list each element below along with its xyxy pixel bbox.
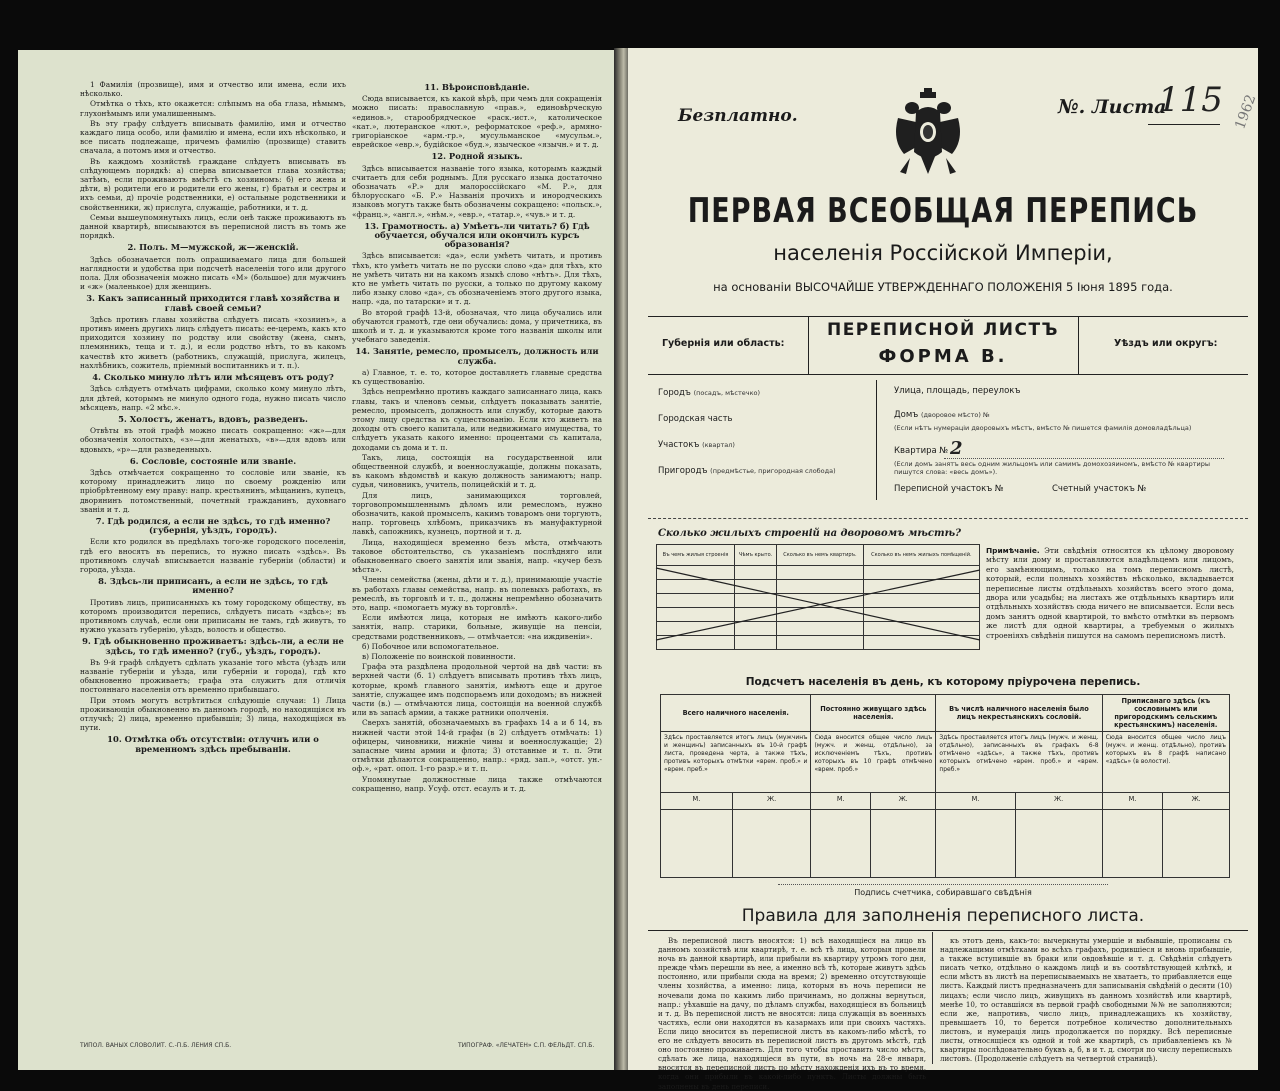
printer-imprint-right: ТИПОГРАФ. «ЛЕЧАТЕН» С.П. ФЕЛЬДТ. СП.Б. — [458, 1042, 595, 1049]
count-cell — [1102, 810, 1163, 878]
count-col-permanent: Постоянно живущаго здѣсь населенія. — [811, 695, 936, 732]
section-heading: 3. Какъ записанный приходится главѣ хозяйства и главѣ своей семьи? — [86, 293, 340, 313]
apartment-hint: (Если домъ занятъ весь одним жильцомъ или самимъ домохозяиномъ, вмѣсто № квартиры пишутся слова: «весь домъ»). — [894, 460, 1210, 476]
dwelling-col-apartments: Сколько въ немъ квартиръ. — [777, 545, 863, 566]
census-district-field: Переписной участокъ № — [894, 484, 1004, 494]
pencil-archive-mark: 1962 — [1232, 92, 1260, 132]
census-subtitle: населенія Россійской Имперіи, — [773, 241, 1113, 265]
count-cell — [811, 810, 871, 878]
dwelling-col-roof: Чѣмъ крыто. — [734, 545, 776, 566]
instruction-paragraph: Графа эта раздѣлена продольной чертой на двѣ части: въ верхней части (б. 1) слѣдуетъ вписывать противъ тѣхъ лицъ, которые, кромѣ главного занятія, имѣютъ еще и другое занятіе, служащее имъ подспорьемъ или доходомъ; въ нижней части (в.) — отмѣчаются лица, состоящія на военной службѣ или въ запасѣ армии, а также ратники ополченія. — [352, 662, 602, 718]
instruction-paragraph: Если кто родился въ предѣлахъ того-же городского поселенія, гдѣ его вносятъ въ перепись, то нужно писать «здѣсь». Въ противномъ случаѣ вписывается названіе губерніи (области) и города, уѣзда. — [80, 537, 346, 574]
male-header: М. — [811, 793, 871, 810]
house-hint: (Если нѣтъ нумераціи дворовыхъ мѣстъ, вмѣсто № пишется фамилія домовладѣльца) — [894, 424, 1192, 432]
form-letter: ФОРМА В. — [878, 346, 1008, 367]
form-title: ПЕРЕПИСНОЙ ЛИСТЪ — [826, 320, 1060, 340]
population-count-title: Подсчетъ населенія въ день, къ которому пріурочена перепись. — [745, 676, 1141, 688]
address-divider — [876, 380, 877, 500]
section-heading: 10. Отмѣтка объ отсутствіи: отлучнъ или о временномъ здѣсь пребываніи. — [107, 734, 319, 754]
section-heading: 2. Полъ. М—мужской, ж—женскій. — [127, 242, 299, 253]
section-heading: 13. Грамотность. а) Умѣетъ-ли читать? б) Гдѣ обучается, обучался или окончилъ курсъ образованія? — [364, 220, 590, 250]
count-col-present: Всего наличного населенія. — [661, 695, 811, 732]
count-desc-present: Здѣсь проставляется итогъ лицъ (мужчинъ и женщинъ) записанныхъ въ 10-й графѣ листа, проведена черта, а также тѣхъ, противъ которыхъ отмѣтки «врем. проб.» и «врем. преб.» — [661, 732, 811, 793]
male-header: М. — [661, 793, 733, 810]
uezd-label: Уѣздъ или округъ: — [1114, 338, 1218, 349]
apartment-field: Квартира № — [894, 446, 949, 456]
signature-line — [778, 884, 1108, 885]
header-top-rule — [648, 316, 1248, 317]
header-divider-right — [1078, 316, 1079, 374]
count-cell — [1163, 810, 1230, 878]
prigorod-field: Пригородъ (предмѣстье, пригородная слобода) — [658, 466, 836, 476]
count-col-non-peasant: Въ числѣ наличного населенія было лицъ некрестьянскихъ сословій. — [936, 695, 1102, 732]
section-heading: 9. Гдѣ обыкновенно проживаетъ: здѣсь-ли, а если не здѣсь, то гдѣ именно? (губ., уѣздъ, городъ). — [82, 636, 344, 656]
instruction-paragraph: Семьи вышеупомянутыхъ лицъ, если онѣ также проживаютъ въ данной квартирѣ, вписываются въ переписной листъ въ томъ же порядкѣ. — [80, 212, 346, 241]
section-heading: 5. Холостъ, женатъ, вдовъ, разведенъ. — [118, 413, 308, 424]
instruction-paragraph: Въ каждомъ хозяйствѣ граждане слѣдуетъ вписывать въ слѣдующемъ порядкѣ: а) сперва вписывается глава хозяйства; затѣмъ, если проживаютъ вмѣстѣ съ хозяиномъ: б) его жена и дѣти, в) родители его и родители его жены, г) братья и сестры и ихъ семьи, д) прочіе родственники, е) остальные родственники и свойственники, ж) прислуга, служащіе, работники, и т. д. — [80, 156, 346, 212]
dwelling-question: Сколько жилыхъ строеній на дворовомъ мѣстѣ? — [658, 528, 961, 539]
rules-column-1: Въ переписной листъ вносятся: 1) всѣ находящіеся на лицо въ данномъ хозяйствѣ или квартирѣ, т. е. всѣ тѣ лица, которыя провели ночь въ данной квартирѣ, или прибыли въ квартиру утромъ того дня, прежде чѣмъ перешли въ нее, а именно всѣ тѣ, которые живутъ здѣсь постоянно, или прибыли сюда на время; 2) временно отсутствующіе члены хозяйства, а именно: лица, которыя въ ночь переписи не ночевали дома по какимъ либо причинамъ, но должны вернуться, напр.: уѣхавшіе на дачу, по дѣламъ службы, находящіеся въ больницѣ и т. д. Въ переписной листъ не вносятся: лица служащія въ военныхъ частяхъ, если они находятся въ казармахъ или при своихъ частяхъ. Если лицо вносится въ переписной листъ въ какомъ-либо мѣстѣ, то его не слѣдуетъ вносить въ переписной листъ въ другомъ мѣстѣ, гдѣ оно постоянно проживаетъ. Для того чтобы проставить число мѣстъ, сдѣлать же лица, находящіеся въ пути, въ ночь на 28-е января, вносятся въ переписной листъ по мѣсту нахожденія ихъ въ то время, когда они прибыли въ какой-либо пунктъ. Листы должны быть заполнены въ день переписи. — [658, 936, 926, 1091]
count-desc-registered: Сюда вносится общее число лицъ (мужч. и женщ. отдѣльно), противъ которыхъ въ 8 графѣ написано «здѣсь» (в волости). — [1102, 732, 1229, 793]
gorod-field: Городъ (посадъ, мѣстечко) — [658, 388, 761, 398]
counting-district-field: Счетный участокъ № — [1052, 484, 1147, 494]
instruction-paragraph: Лица, находящіеся временно безъ мѣста, отмѣчаютъ таковое обстоятельство, съ указаніемъ послѣдняго или обыкновеннаго своего занятія или званія, напр. «кучер безъ мѣста». — [352, 537, 602, 575]
female-header: Ж. — [871, 793, 936, 810]
dwelling-note: Примѣчаніе. Эти свѣдѣнія относятся къ цѣлому дворовому мѣсту или дому и проставляются владѣльцемъ или лицомъ, его замѣняющимъ, только на томъ переписномъ листѣ, который, если полныхъ хозяйствъ нѣсколько, вкладывается переписные листы отдѣльныхъ хозяйствъ всего этого дома, двора или усадьбы; на листахъ же отдѣльныхъ квартиръ или отдѣльныхъ хозяйствъ сюда ничего не вписывается. Если весь домъ занятъ одной квартирой, то вмѣсто отмѣтки въ первомъ же листѣ для одной квартиры, а требуемыя о жилыхъ строеніяхъ свѣдѣнія пишутся на самомъ переписномъ листѣ. — [986, 546, 1234, 640]
count-col-registered: Приписанаго здѣсь (къ сословнымъ или пригородскимъ сельскимъ крестьянскимъ) населенія. — [1102, 695, 1229, 732]
double-headed-eagle-emblem-icon — [890, 88, 966, 188]
dwelling-table-crossout — [656, 564, 980, 644]
left-page — [18, 50, 616, 1070]
rules-column-2: къ этотъ день, какъ-то: вычеркнуты умершіе и выбывшіе, прописаны съ надлежащими отмѣтками во всѣхъ графахъ, родившіеся и вновь прибывшіе, а также вступившіе въ браки или овдовѣвшіе и т. д. Свѣдѣнія слѣдуетъ писать четко, отдѣльно о каждомъ лицѣ и въ соотвѣтствующей клѣткѣ, и если мѣстъ въ листѣ на переписываемыхъ не хватаетъ, то прибавляется еще листъ. Каждый листъ предназначенъ для записыванія свѣдѣній о десяти (10) лицахъ; если число лицъ, живущихъ въ данномъ хозяйствѣ или квартирѣ, менѣе 10, то оставшіяся въ первой графѣ свободными №№ не заполняются; если же, напротивъ, число лицъ, принадлежащихъ къ хозяйству, превышаетъ 10, то берется потребное количество дополнительныхъ листовъ, и нумерація лицъ продолжается по порядку. Всѣ переписные листы, относящіеся къ одной и той же квартирѣ, съ прибавленіемъ къ № квартиры послѣдовательно буквъ а, б, в и т. д. смотря по числу переписныхъ листовъ. (Продолженіе слѣдуетъ на четвертой страницѣ). — [940, 936, 1232, 1064]
instruction-paragraph: Упомянутые должностные лица также отмѣчаются сокращенно, напр. Усуф. отст. есаулъ и т. д. — [352, 774, 602, 793]
count-desc-non-peasant: Здѣсь проставляется итогъ лицъ (мужч. и женщ. отдѣльно), записанныхъ въ графахъ 6-8 отмѣчено «здѣсь», а также тѣхъ, противъ которыхъ отмѣчено «врем. проб.» и «врем. преб.» — [936, 732, 1102, 793]
instruction-paragraph: Въ 9-й графѣ слѣдуетъ сдѣлать указаніе того мѣста (уѣздъ или названіе губерніи и уѣзда, или губерніи и города), гдѣ кто обыкновенно проживаетъ; графа эта служитъ для отличія постояннаго населенія отъ временно прибывшаго. — [80, 657, 346, 695]
instruction-paragraph: Здѣсь обозначается полъ опрашиваемаго лица для большей наглядности и удобства при подсчетѣ населенія того или другого пола. Для обозначенія можно писать «М» (большое) для мужчинъ и «ж» (маленькое) для женщинъ. — [80, 254, 346, 292]
dwelling-col-structure: Въ чемъ жилыя строенія — [657, 545, 735, 566]
free-of-charge-label: Безплатно. — [678, 106, 798, 126]
count-cell — [1015, 810, 1102, 878]
enumerator-signature-label: Подпись счетчика, собиравшаго свѣдѣнія — [854, 888, 1032, 897]
female-header: Ж. — [1015, 793, 1102, 810]
house-field: Домъ (дворовое мѣсто) № — [894, 410, 990, 420]
uchastok-field: Участокъ (квартал) — [658, 440, 735, 450]
instruction-paragraph: При этомъ могутъ встрѣтиться слѣдующіе случаи: 1) Лица проживающія обыкновенно въ данномъ городѣ, но находящіяся въ отлучкѣ; 2) лица, временно прибывшія; 3) лица, находящіяся въ пути. — [80, 695, 346, 733]
section-heading: 12. Родной языкъ. — [431, 151, 523, 162]
instruction-paragraph: Отвѣты въ этой графѣ можно писать сокращенно: «ж»—для обозначенія холостыхъ, «з»—для женатыхъ, «в»—для вдовъ или вдовыхъ, «р»—для разведенныхъ. — [80, 426, 346, 454]
dwelling-col-rooms: Сколько въ немъ жилыхъ помѣщеній. — [863, 545, 979, 566]
instruction-paragraph: Здѣсь слѣдуетъ отмѣчать цифрами, сколько кому минуло лѣтъ, для дѣтей, которымъ не минуло одного года, нужно писать число мѣсяцевъ, напр. «2 мѣс.». — [80, 384, 346, 412]
female-header: Ж. — [732, 793, 811, 810]
instruction-paragraph: Отмѣтка о тѣхъ, кто окажется: слѣпымъ на оба глаза, нѣмымъ, глухонѣмымъ или умалишеннымъ. — [80, 99, 346, 118]
instruction-paragraph: Здѣсь вписывается названіе того языка, которымъ каждый считаетъ для себя роднымъ. Для русскаго языка достаточно обозначать «Р.» для малороссійскаго «М. Р.», для бѣлорусскаго «Б. Р.» Названія прочихъ и инородческихъ языковъ могутъ также быть обозначены сокращено: «польск.», «франц.», «англ.», «нѣм.», «евр.», «татар.», «чув.» и т. д. — [352, 163, 602, 219]
male-header: М. — [1102, 793, 1163, 810]
instruction-paragraph: б) Побочное или вспомогательное. — [362, 641, 499, 651]
sheet-number-handwritten: 115 — [1158, 80, 1223, 120]
count-cell — [871, 810, 936, 878]
count-cell — [732, 810, 811, 878]
instruction-paragraph: Здѣсь отмѣчается сокращенно то сословіе или званіе, къ которому принадлежитъ лицо по своему рожденію или пріобрѣтенному ему праву: напр. крестьянинъ, мѣщанинъ, купецъ, дворянинъ потомственный, почетный гражданинъ, духовнаго званія и т. д. — [80, 467, 346, 514]
instruction-paragraph: Здѣсь вписывается: «да», если умѣетъ читать, и противъ тѣхъ, кто умѣетъ читать не по русски слово «да» для тѣхъ, кто не умѣетъ читать ни на какомъ языкѣ слово «нѣтъ». Для тѣхъ, кто не умѣетъ читать по русски, а только по другому какому либо языку слово «да», съ обозначеніемъ этого другого языка, напр. «да, по татарски» и т. д. — [352, 251, 602, 307]
guberniya-label: Губернія или область: — [662, 338, 785, 349]
instruction-paragraph: Если имѣются лица, которыя не имѣютъ какого-либо занятія, напр. старики, больные, живущіе на пенсіи, средствами родственниковъ, — отмѣчается: «на иждивеніи». — [352, 613, 602, 641]
count-cell — [661, 810, 733, 878]
section-heading: 7. Гдѣ родился, а если не здѣсь, то гдѣ именно? (губернія, уѣздъ, городъ). — [95, 515, 331, 536]
female-header: Ж. — [1163, 793, 1230, 810]
census-title: ПЕРВАЯ ВСЕОБЩАЯ ПЕРЕПИСЬ — [687, 192, 1199, 231]
instructions-column-2 — [352, 80, 602, 1040]
apartment-number-handwritten: 2 — [950, 438, 963, 459]
instruction-paragraph: Для лицъ, занимающихся торговлей, торговопромышленнымъ дѣломъ или ремесломъ, нужно обозначить, какой промыселъ, какимъ товаромъ они торгуютъ, напр. торговецъ хлѣбомъ, приказчикъ въ мануфактурной лавкѣ, сапожникъ, кузнецъ, портной и т. д. — [352, 490, 602, 537]
instruction-paragraph: в) Положеніе по воинской повинности. — [362, 651, 516, 661]
instruction-paragraph: Здѣсь противъ главы хозяйства слѣдуетъ писать «хозяинъ», а противъ именъ другихъ лицъ слѣдуетъ писать: ее-церемъ, какъ кто приходится хозяину по родству или свойству (жена, сынъ, племянникъ, теща и т. д.), и если родство нѣтъ, то въ какомъ качествѣ кто живетъ (работникъ, служащій, прислуга, жилецъ, нахлѣбникъ, сожитель, пріемный воспитанникъ и т. п.). — [80, 314, 346, 370]
section-heading: 4. Сколько минуло лѣтъ или мѣсяцевъ отъ роду? — [92, 372, 334, 383]
rules-column-divider — [932, 932, 933, 1064]
street-field: Улица, площадь, переулокъ — [894, 386, 1021, 396]
population-count-table — [660, 694, 1230, 878]
instruction-paragraph: Противъ лицъ, приписанныхъ къ тому городскому обществу, въ которомъ производится перепись, слѣдуетъ писать «здѣсь»; въ противномъ случаѣ, если они приписаны не тамъ, гдѣ живутъ, то нужно указать губернію, уѣздъ, волость и общество. — [80, 597, 346, 635]
male-header: М. — [936, 793, 1015, 810]
sheet-number-label: №. Листа — [1058, 96, 1167, 118]
rules-top-rule — [648, 930, 1248, 931]
count-cell — [936, 810, 1015, 878]
census-form-page — [628, 48, 1260, 1091]
section-heading: 8. Здѣсь-ли приписанъ, а если не здѣсь, то гдѣ именно? — [98, 576, 328, 596]
instruction-paragraph: Члены семейства (жены, дѣти и т. д.), принимающіе участіе въ работахъ главы семейства, напр. въ полевыхъ работахъ, въ ремеслѣ, въ торговлѣ и т. п., должны непремѣнно обозначить это, напр. «помогаетъ мужу въ торговлѣ». — [352, 575, 602, 612]
section-heading: 11. Вѣроисповѣданіе. — [424, 82, 530, 92]
instructions-column-1 — [80, 80, 346, 1040]
instruction-paragraph: Сюда вписывается, къ какой вѣрѣ, при чемъ для сокращенія можно писать: православную «прав.», единовѣрческую «единов.», старообрядческое «раск.-ист.», католическое «кат.», лютеранское «лют.», реформатское «реф.», армяно-григоріанское «арм.-гр.», мусульманское «мусульм.», еврейское «евр.», будійское «буд.», языческое «язычн.» и т. д. — [352, 94, 602, 150]
instruction-paragraph: 1 Фамилія (прозвище), имя и отчество или имена, если ихъ нѣсколько. — [80, 80, 346, 99]
instruction-paragraph: Такъ, лица, состоящія на государственной или общественной службѣ, и военнослужащіе, должны показать, въ какомъ вѣдомствѣ и какую должность занимаютъ; напр. судья, чиновникъ, учитель, полицейскій и т. д. — [352, 452, 602, 490]
legal-basis-line: на основаніи ВЫСОЧАЙШЕ УТВЕРЖДЕННАГО ПОЛОЖЕНІЯ 5 Іюня 1895 года. — [713, 280, 1173, 294]
instruction-paragraph: Въ эту графу слѣдуетъ вписывать фамилію, имя и отчество каждаго лица особо, или фамилію и имена, если ихъ нѣсколько, и все писать подлежаще, причемъ фамилію (прозвище) ставить сначала, а потомъ имя и отчество. — [80, 118, 346, 156]
section-heading: 14. Занятіе, ремесло, промыселъ, должность или служба. — [355, 346, 599, 366]
section-heading: 6. Сословіе, состояніе или званіе. — [129, 455, 297, 466]
count-desc-permanent: Сюда вносится общее число лицъ (мужч. и женщ. отдѣльно), за исключеніемъ тѣхъ, противъ которыхъ въ 10 графѣ отмѣчено «врем. проб.» — [811, 732, 936, 793]
printer-imprint-left: ТИПОЛ. ВАНЫХ СЛОВОЛИТ. С.-П.Б. ЛЕНИЯ СП.Б. — [80, 1042, 232, 1049]
instruction-paragraph: Сверхъ занятій, обозначаемыхъ въ графахъ 14 а и б 14, въ нижней части этой 14-й графы (в 2) слѣдуетъ отмѣчать: 1) офицеры, чиновники, нижніе чины и военнослужащіе; 2) запасные чины армии и флота; 3) отставные и т. п. Эти отмѣтки дѣлаются сокращенно, напр.: «ряд. зап.», «отст. ун.-оф.», «рат. опол. 1-го разр.» и т. п. — [352, 718, 602, 774]
header-bottom-rule — [648, 374, 1248, 375]
instruction-paragraph: Во второй графѣ 13-й, обозначая, что лица обучались или обучаются грамотѣ, где они обучались: дома, у причетника, въ школѣ и т. д. и указываются кроме того названія школы или учебнаго заведенія. — [352, 307, 602, 345]
instruction-paragraph: а) Главное, т. е. то, которое доставляетъ главные средства къ существованію. — [352, 367, 602, 387]
rules-title: Правила для заполненія переписного листа. — [741, 906, 1145, 926]
apartment-line — [944, 458, 1224, 459]
dashed-separator — [648, 518, 1248, 519]
sheet-number-underline — [1148, 124, 1220, 125]
instruction-paragraph: Здѣсь непремѣнно противъ каждаго записаннаго лица, какъ главы, такъ и членовъ семьи, слѣдуетъ показывать занятіе, ремесло, промыселъ, должность или службу, которые даютъ этому лицу средства къ существованію. Если кто живетъ на доходы отъ своего капитала, или недвижимаго имущества, то слѣдуетъ указать какого именно: процентами съ капитала, доходами съ дома и т. п. — [352, 387, 602, 452]
gorodskaya-chast-field: Городская часть — [658, 414, 733, 424]
